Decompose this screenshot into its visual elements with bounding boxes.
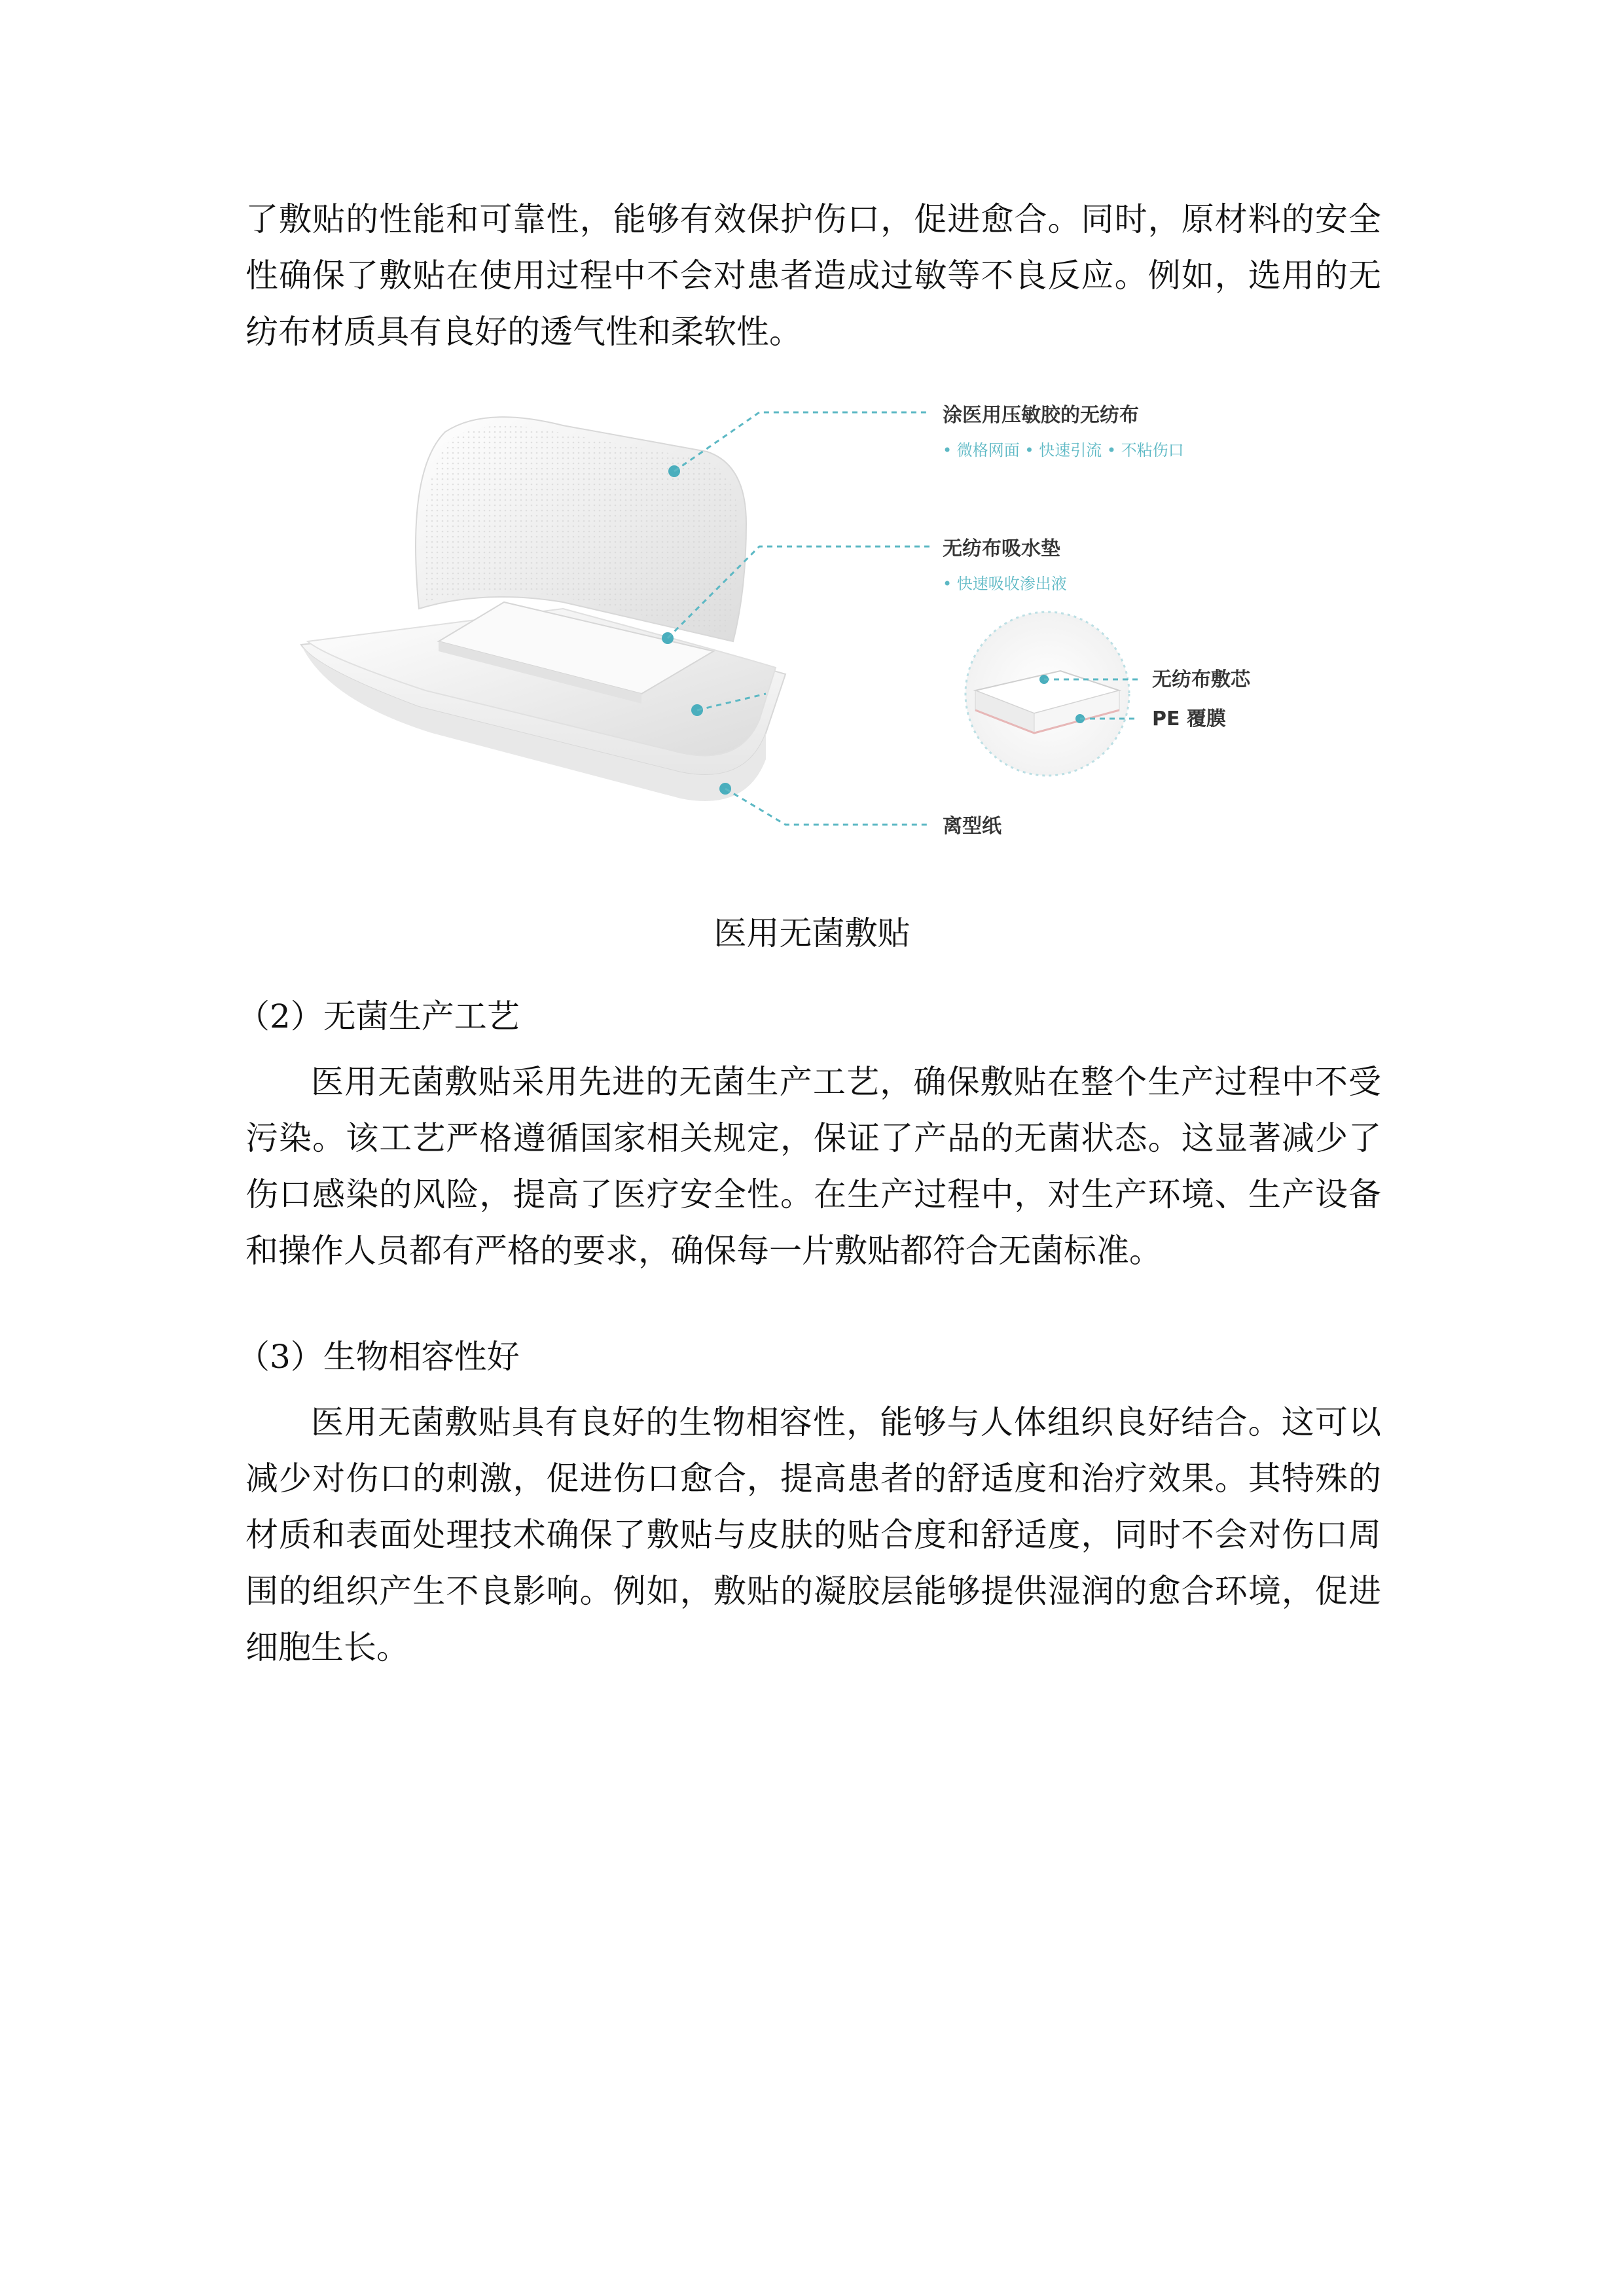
dressing-layer-diagram — [288, 393, 1309, 903]
paragraph-1: 了敷贴的性能和可靠性，能够有效保护伤口，促进愈合。同时，原材料的安全性确保了敷贴在使用过程中不会对患者造成过敏等不良反应。例如，选用的无纺布材质具有良好的透气性和柔软性。 — [245, 200, 1381, 351]
label-pe-film: PE 覆膜 — [1152, 708, 1226, 730]
label-adhesive-nonwoven-features: • 微格网面 • 快速引流 • 不粘伤口 — [943, 441, 1184, 459]
label-absorbent-pad-feature: • 快速吸收渗出液 — [943, 575, 1067, 593]
paragraph-3: 医用无菌敷贴具有良好的生物相容性，能够与人体组织良好结合。这可以减少对伤口的刺激，促进伤口愈合，提高患者的舒适度和治疗效果。其特殊的材质和表面处理技术确保了敷贴与皮肤的贴合度和舒适度，同时不会对伤口周围的组织产生不良影响。例如，敷贴的凝胶层能够提供湿润的愈合环境，促进细胞生长。 — [245, 1403, 1381, 1666]
section-heading-3: （3）生物相容性好 — [237, 1338, 520, 1376]
figure-caption: 医用无菌敷贴 — [713, 914, 911, 952]
label-nonwoven-core: 无纺布敷芯 — [1152, 668, 1250, 691]
dressing-illustration — [288, 393, 1309, 903]
label-release-paper: 离型纸 — [943, 815, 1001, 838]
label-adhesive-nonwoven: 涂医用压敏胶的无纺布 — [943, 404, 1139, 427]
paragraph-2: 医用无菌敷贴采用先进的无菌生产工艺，确保敷贴在整个生产过程中不受污染。该工艺严格遵循国家相关规定，保证了产品的无菌状态。这显著减少了伤口感染的风险，提高了医疗安全性。在生产过程中，对生产环境、生产设备和操作人员都有严格的要求，确保每一片敷贴都符合无菌标准。 — [245, 1063, 1381, 1270]
section-heading-2: （2）无菌生产工艺 — [237, 997, 520, 1035]
label-absorbent-pad: 无纺布吸水垫 — [943, 537, 1060, 560]
